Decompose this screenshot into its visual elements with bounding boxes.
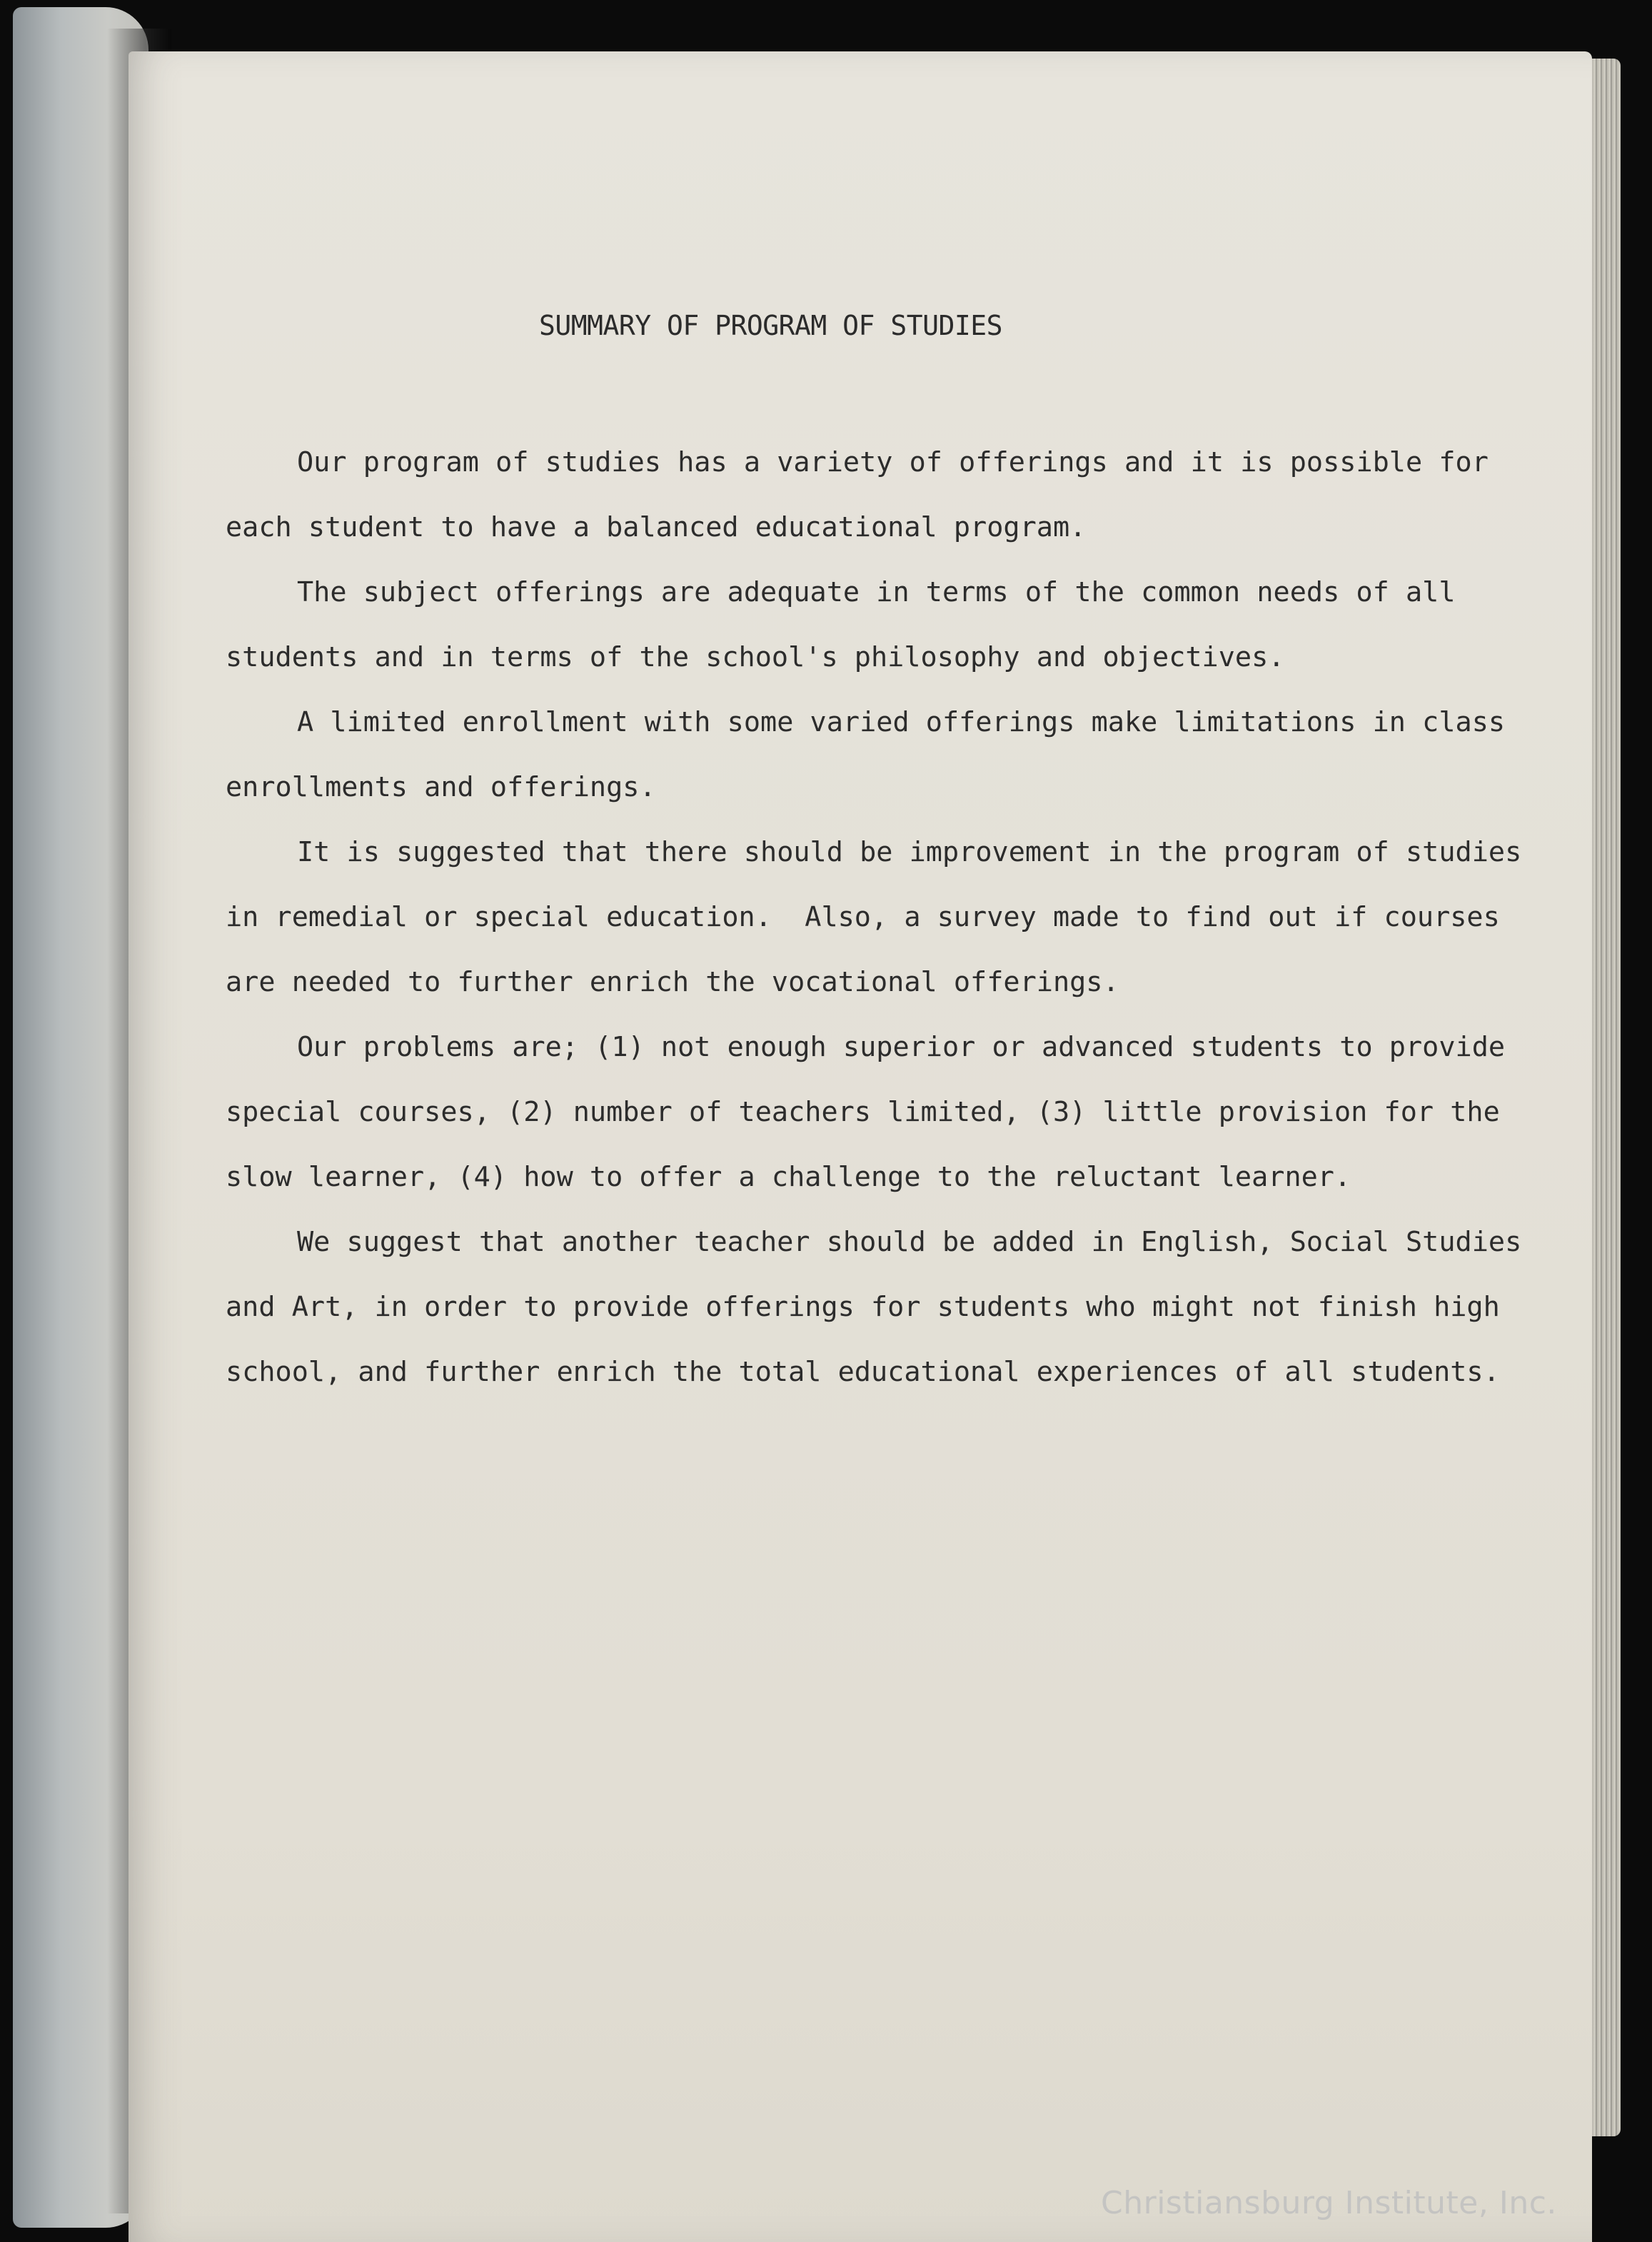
paragraph-1: Our program of studies has a variety of offerings and it is possible for each student to have a balanced educational program.	[226, 446, 1506, 543]
paragraph-5: Our problems are; (1) not enough superior or advanced students to provide special courses, (2) number of teachers limited, (3) little provision for the slow learner, (4) how to offer a challenge to the reluctant learner.	[226, 1031, 1522, 1193]
watermark-text: Christiansburg Institute, Inc.	[1101, 2185, 1557, 2221]
paragraph-6: We suggest that another teacher should be added in English, Social Studies and Art, in order to provide offerings for students who might not finish high school, and further enrich the total educational experiences of all students.	[226, 1226, 1538, 1388]
paragraph-3: A limited enrollment with some varied offerings make limitations in class enrollments and offerings.	[226, 706, 1522, 803]
page-title: SUMMARY OF PROGRAM OF STUDIES	[539, 310, 1002, 341]
paragraph-2: The subject offerings are adequate in terms of the common needs of all students and in terms of the school's philosophy and objectives.	[226, 576, 1472, 673]
paragraph-4: It is suggested that there should be improvement in the program of studies in remedial or special education. Also, a survey made to find out if courses are needed to further enrich the vocational offerings.	[226, 836, 1538, 998]
document-page	[129, 51, 1592, 2242]
body-text	[226, 430, 1538, 1404]
